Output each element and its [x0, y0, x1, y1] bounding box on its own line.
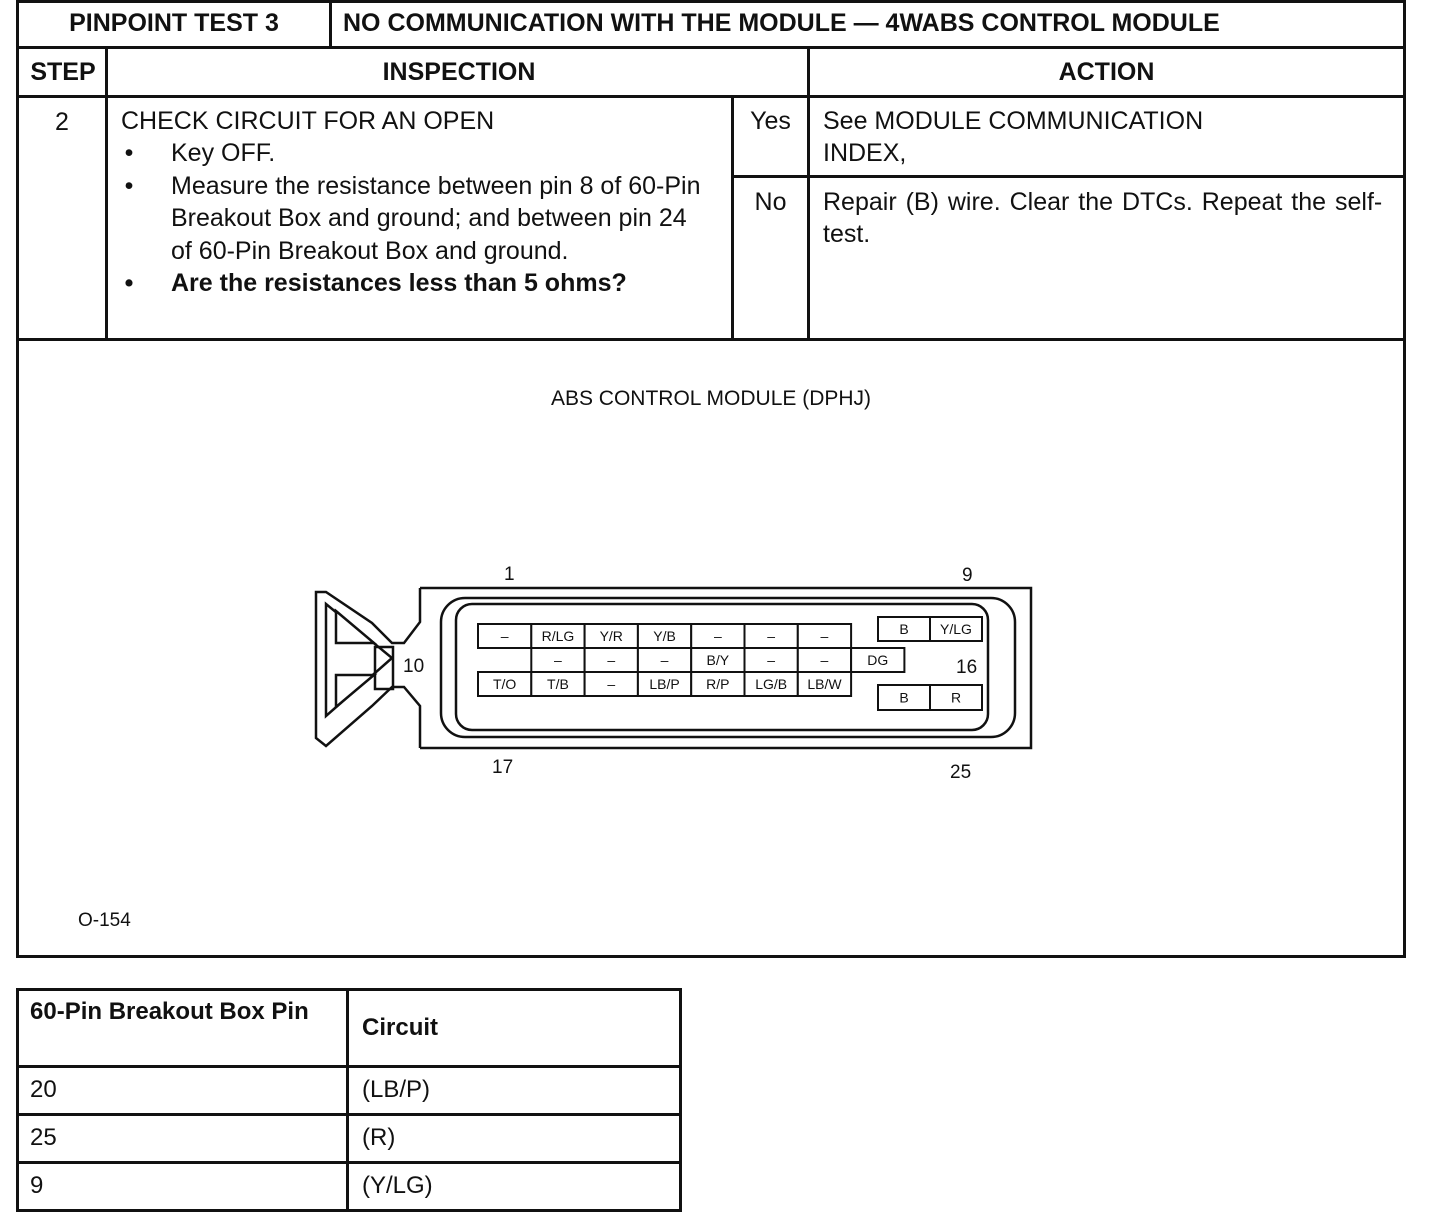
pin-table-border-bottom: [16, 1209, 682, 1212]
connector-cavities: [478, 617, 982, 710]
cavity-wire-color: R/LG: [541, 628, 575, 644]
pin-label-25: 25: [950, 762, 972, 783]
cavity-wire-color: –: [820, 628, 829, 644]
cavity-wire-color: Y/LG: [940, 621, 972, 637]
pin-table-col-divider: [346, 988, 349, 1212]
test-title: NO COMMUNICATION WITH THE MODULE — 4WABS CONTROL MODULE: [343, 9, 1220, 37]
cavity-wire-color: –: [767, 628, 776, 644]
inspection-bullet: • Are the resistances less than 5 ohms?: [121, 267, 711, 300]
cavity-wire-color: –: [820, 652, 829, 668]
step-number: 2: [55, 108, 69, 136]
inspection-bullet: • Measure the resistance between pin 8 of 60-Pin Breakout Box and ground; and between pin 24 of 60-Pin Breakout Box and ground.: [121, 170, 711, 268]
pin-label-17: 17: [492, 757, 514, 778]
pin-table-border-right: [679, 988, 682, 1212]
cavity-wire-color: –: [607, 652, 616, 668]
yes-label: Yes: [750, 107, 791, 135]
column-action: ACTION: [1058, 58, 1155, 86]
cavity-wire-color: R: [950, 689, 962, 706]
pin-table-border-top: [16, 988, 682, 991]
yes-action: See MODULE COMMUNICATION INDEX,: [823, 107, 1204, 167]
bullet-icon: •: [124, 139, 134, 167]
cavity-wire-color: DG: [867, 652, 889, 668]
bullet-icon: •: [124, 269, 134, 297]
diagram-title: ABS CONTROL MODULE (DPHJ): [550, 387, 872, 410]
cavity-wire-color: LB/P: [649, 676, 680, 692]
column-step: STEP: [30, 58, 96, 86]
test-label: PINPOINT TEST 3: [69, 9, 279, 37]
cavity-wire-color: LB/W: [807, 676, 842, 692]
cavity-wire-color: –: [713, 628, 722, 644]
figure-id: O-154: [78, 910, 131, 931]
pin-table-cell-pin: 25: [30, 1124, 57, 1151]
pin-label-1: 1: [504, 564, 515, 585]
cavity-wire-color: –: [607, 676, 616, 692]
cavity-wire-color: T/B: [547, 676, 569, 692]
pin-table-border-left: [16, 988, 19, 1212]
pin-table-cell-circuit: (LB/P): [362, 1076, 431, 1103]
column-inspection: INSPECTION: [382, 58, 536, 86]
cavity-wire-color: LG/B: [755, 676, 788, 692]
inspection-heading: CHECK CIRCUIT FOR AN OPEN: [121, 107, 495, 135]
pin-table-cell-pin: 9: [30, 1172, 44, 1199]
cavity-wire-color: –: [500, 628, 509, 644]
cavity-wire-color: T/O: [492, 676, 517, 692]
pin-table-row-rule: [16, 1161, 682, 1164]
pin-table-header-rule: [16, 1065, 682, 1068]
cavity-wire-color: –: [660, 652, 669, 668]
pin-label-16: 16: [956, 657, 978, 678]
cavity-wire-color: B/Y: [706, 652, 730, 668]
pin-table-row-rule: [16, 1113, 682, 1116]
pin-table-cell-pin: 20: [30, 1076, 57, 1103]
cavity-wire-color: B: [899, 689, 909, 706]
inspection-bullet: • Key OFF.: [121, 137, 711, 170]
pin-label-10: 10: [403, 656, 425, 677]
pin-table-header-circuit: Circuit: [362, 1014, 439, 1041]
no-label: No: [754, 188, 787, 216]
pin-label-9: 9: [962, 565, 973, 586]
cavity-wire-color: R/P: [706, 676, 730, 692]
cavity-wire-color: –: [767, 652, 776, 668]
bullet-icon: •: [124, 171, 134, 200]
pin-table-header-pin: 60-Pin Breakout Box Pin: [30, 998, 309, 1025]
cavity-wire-color: Y/B: [653, 628, 676, 644]
cavity-wire-color: Y/R: [599, 628, 623, 644]
pin-table-cell-circuit: (Y/LG): [362, 1172, 433, 1199]
cavity-wire-color: –: [554, 652, 562, 668]
cavity-wire-color: B: [899, 621, 909, 637]
no-action: Repair (B) wire. Clear the DTCs. Repeat the self-test.: [823, 188, 1383, 248]
pin-table-cell-circuit: (R): [362, 1124, 396, 1151]
